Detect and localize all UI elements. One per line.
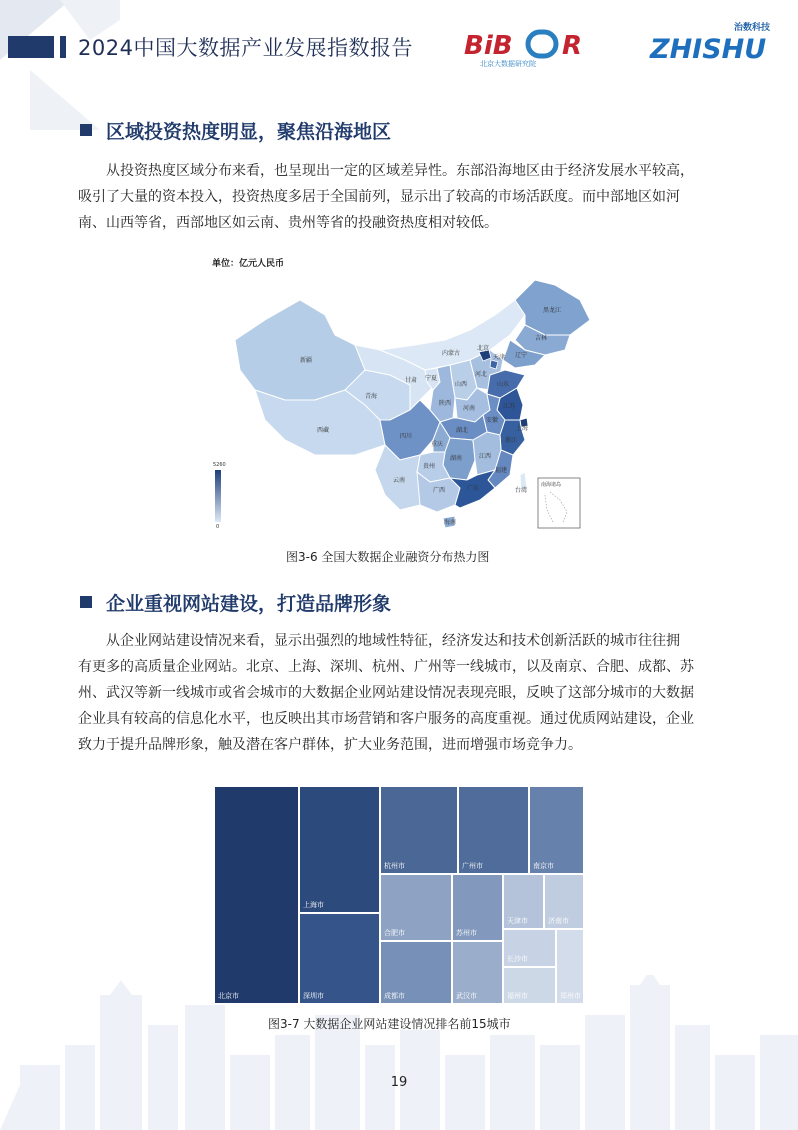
- treemap-label: 苏州市: [456, 929, 477, 937]
- section-bullet: [80, 596, 92, 608]
- treemap-label: 北京市: [218, 992, 239, 1000]
- treemap-label: 长沙市: [507, 955, 528, 963]
- province-tianjin: [490, 360, 498, 369]
- paragraph-line: 从企业网站建设情况来看，显示出强烈的地域性特征，经济发达和技术创新活跃的城市往往拥: [106, 633, 680, 649]
- paragraph-line: 南、山西等省，西部地区如云南、贵州等省的投融资热度相对较低。: [78, 215, 498, 231]
- label-tianjin: 天津: [493, 354, 506, 361]
- treemap-cell-guangzhou: [458, 786, 529, 874]
- map-unit-label: 单位：亿元人民币: [212, 259, 285, 269]
- label-neimenggu: 内蒙古: [442, 350, 461, 357]
- zhishu-logo: [648, 20, 782, 64]
- section-paragraph: [78, 158, 738, 236]
- china-heatmap: [205, 260, 605, 540]
- svg-text:北京大数据研究院: 北京大数据研究院: [480, 60, 536, 68]
- treemap-cell-hangzhou: [380, 786, 458, 874]
- label-yunnan: 云南: [393, 477, 406, 484]
- paragraph-line: 有更多的高质量企业网站。北京、上海、深圳、杭州、广州等一线城市，以及南京、合肥、成都、苏: [78, 659, 694, 675]
- label-shaanxi: 陕西: [439, 400, 452, 407]
- label-gansu: 甘肃: [405, 377, 418, 384]
- treemap-label: 郑州市: [560, 992, 581, 1000]
- label-fujian: 福建: [495, 467, 508, 474]
- label-guizhou: 贵州: [423, 463, 436, 470]
- section-paragraph: [78, 628, 738, 758]
- province-xinjiang: [235, 300, 365, 400]
- label-liaoning: 辽宁: [515, 352, 528, 359]
- legend-min: 0: [216, 524, 220, 530]
- page-number: 19: [390, 1075, 408, 1090]
- svg-text:治数科技: 治数科技: [734, 23, 771, 33]
- treemap-label: 广州市: [462, 862, 483, 870]
- report-title: 2024中国大数据产业发展指数报告: [78, 36, 413, 60]
- paragraph-line: 州、武汉等新一线城市或省会城市的大数据企业网站建设情况表现亮眼，反映了这部分城市的大数据: [78, 685, 694, 701]
- label-hunan: 湖南: [450, 455, 463, 462]
- label-shanghai: 上海: [516, 425, 529, 432]
- city-treemap: [214, 786, 584, 1004]
- treemap-cell-beijing: [214, 786, 299, 1004]
- paragraph-line: 致力于提升品牌形象，触及潜在客户群体，扩大业务范围，进而增强市场竞争力。: [78, 737, 582, 753]
- treemap-label: 成都市: [384, 992, 405, 1000]
- label-xizang: 西藏: [317, 427, 330, 434]
- label-heilongjiang: 黑龙江: [543, 307, 562, 314]
- corner-decoration: [0, 0, 120, 130]
- label-jiangsu: 江苏: [503, 403, 516, 410]
- treemap-label: 天津市: [507, 917, 528, 925]
- legend-max: 5260: [213, 462, 226, 468]
- treemap-cell-nanjing: [529, 786, 584, 874]
- treemap-cell-changsha: [503, 929, 556, 967]
- label-hebei: 河北: [475, 371, 488, 378]
- treemap-cell-zhengzhou: [556, 929, 584, 1004]
- section-bullet: [80, 124, 92, 136]
- svg-text:ZHISHU: ZHISHU: [650, 34, 767, 64]
- treemap-cell-wuhan: [452, 941, 503, 1004]
- label-sichuan: 四川: [400, 433, 413, 440]
- label-hubei: 湖北: [456, 427, 469, 434]
- treemap-label: 武汉市: [456, 992, 477, 1000]
- label-chongqing: 重庆: [431, 441, 444, 448]
- label-henan: 河南: [463, 405, 476, 412]
- treemap-label: 杭州市: [384, 862, 405, 870]
- section-title: 企业重视网站建设，打造品牌形象: [106, 593, 392, 615]
- label-shandong: 山东: [497, 381, 510, 388]
- treemap-cell-chengdu: [380, 941, 452, 1004]
- svg-text:R: R: [562, 31, 583, 61]
- section-title: 区域投资热度明显，聚焦沿海地区: [106, 121, 392, 143]
- treemap-cell-suzhou: [452, 874, 503, 941]
- label-qinghai: 青海: [365, 393, 378, 400]
- label-xinjiang: 新疆: [300, 357, 313, 364]
- label-taiwan: 台湾: [515, 487, 528, 494]
- label-ningxia: 宁夏: [425, 375, 438, 382]
- inset-label: 南海诸岛: [541, 482, 562, 488]
- paragraph-line: 从投资热度区域分布来看，也呈现出一定的区域差异性。东部沿海地区由于经济发展水平较高，: [106, 163, 694, 179]
- treemap-caption: 图3-7 大数据企业网站建设情况排名前15城市: [268, 1017, 511, 1031]
- treemap-label: 济南市: [548, 917, 569, 925]
- label-jiangxi: 江西: [479, 453, 492, 460]
- treemap-label: 深圳市: [303, 992, 324, 1000]
- paragraph-line: 企业具有较高的信息化水平，也反映出其市场营销和客户服务的高度重视。通过优质网站建设，企业: [78, 711, 694, 727]
- label-guangxi: 广西: [433, 487, 446, 494]
- treemap-cell-shanghai: [299, 786, 380, 913]
- label-hainan: 海南: [444, 519, 457, 526]
- treemap-label: 合肥市: [384, 929, 405, 937]
- label-guangdong: 广东: [467, 485, 480, 492]
- map-caption: 图3-6 全国大数据企业融资分布热力图: [286, 550, 490, 564]
- legend-gradient: [215, 470, 221, 522]
- treemap-cell-jinan: [544, 874, 584, 929]
- label-anhui: 安徽: [486, 417, 499, 424]
- label-beijing: 北京: [477, 345, 490, 352]
- treemap-cell-fuzhou: [503, 967, 556, 1004]
- treemap-cell-tianjin: [503, 874, 544, 929]
- label-shanxi: 山西: [455, 381, 468, 388]
- bibdr-logo: [462, 28, 626, 68]
- treemap-label: 上海市: [303, 901, 324, 909]
- treemap-label: 南京市: [533, 862, 554, 870]
- header-bar-accent: [60, 36, 66, 58]
- label-zhejiang: 浙江: [505, 437, 518, 444]
- header-bar: [8, 36, 54, 58]
- svg-text:BiB: BiB: [464, 31, 513, 61]
- treemap-cell-hefei: [380, 874, 452, 941]
- treemap-label: 福州市: [507, 992, 528, 1000]
- treemap-cell-shenzhen: [299, 913, 380, 1004]
- paragraph-line: 吸引了大量的资本投入，投资热度多居于全国前列，显示出了较高的市场活跃度。而中部地区如河: [78, 189, 680, 205]
- label-jilin: 吉林: [535, 335, 548, 342]
